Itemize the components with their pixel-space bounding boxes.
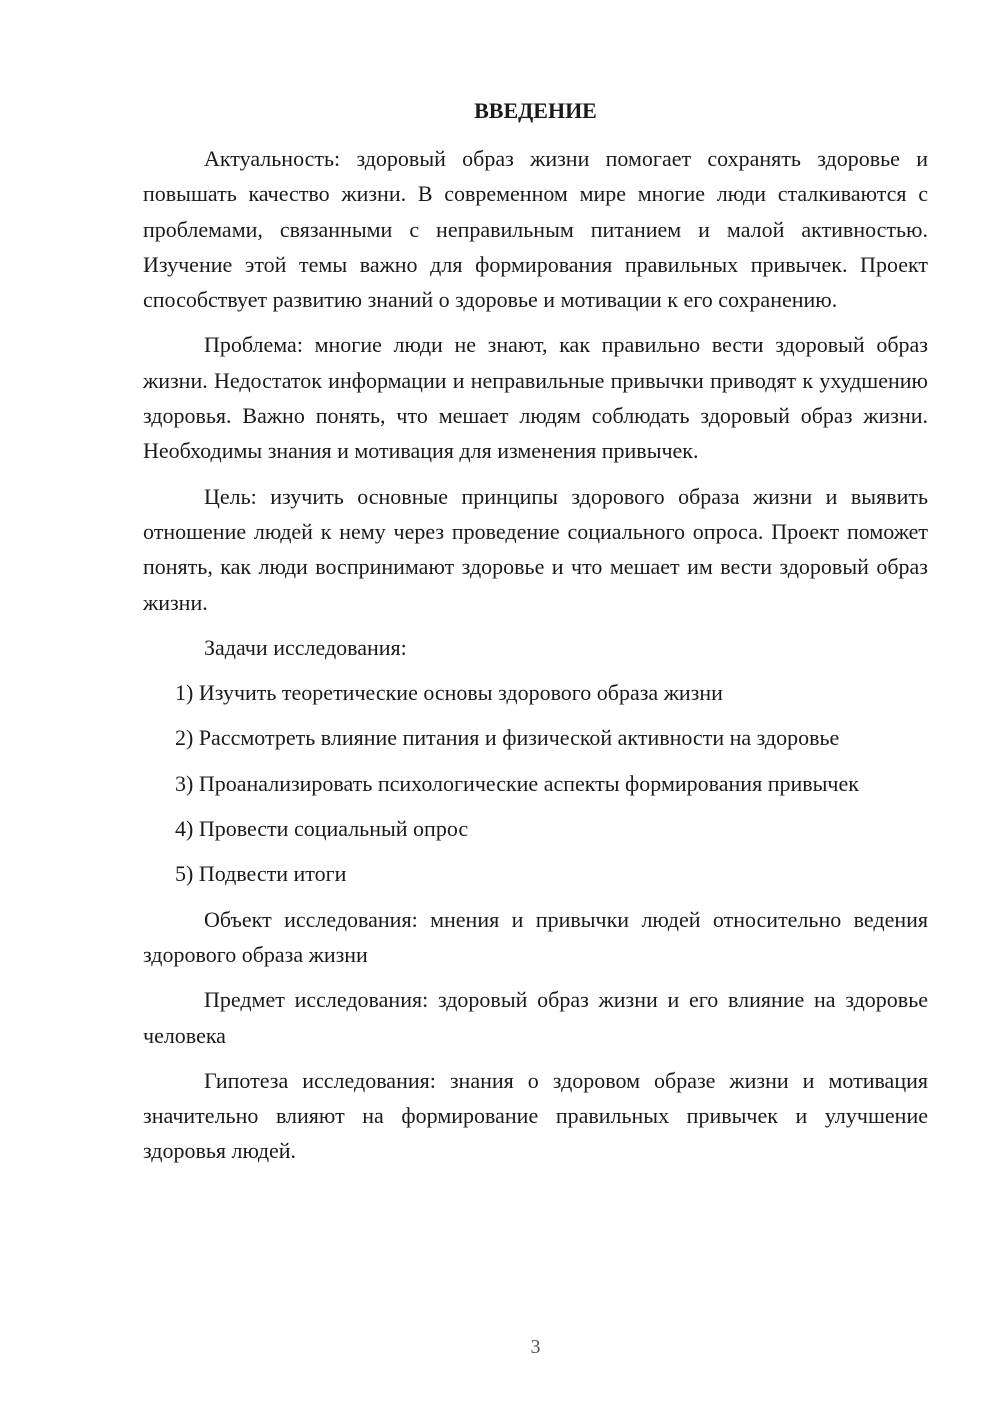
section-heading: ВВЕДЕНИЕ bbox=[474, 98, 597, 123]
task-item-1: 1) Изучить теоретические основы здорового образа жизни bbox=[175, 680, 723, 706]
task-item-2: 2) Рассмотреть влияние питания и физической активности на здоровье bbox=[175, 725, 840, 751]
tasks-title: Задачи исследования: bbox=[204, 634, 407, 660]
object-paragraph: Объект исследования: мнения и привычки людей относительно ведения здорового образа жизни bbox=[143, 906, 928, 967]
goal-paragraph: Цель: изучить основные принципы здорового образа жизни и выявить отношение людей к нему через проведение социального опроса. Проект поможет понять, как люди воспринимают здоровье и что мешает им вести здоровый образ жизни. bbox=[143, 483, 928, 615]
document-page bbox=[143, 0, 928, 1414]
task-item-4: 4) Провести социальный опрос bbox=[175, 816, 469, 842]
relevance-paragraph: Актуальность: здоровый образ жизни помогает сохранять здоровье и повышать качество жизни. В современном мире многие люди сталкиваются с проблемами, связанными с неправильным питанием и малой активностью. Изучение этой темы важно для формирования правильных привычек. Проект способствует развитию знаний о здоровье и мотивации к его сохранению. bbox=[143, 146, 928, 313]
hypothesis-paragraph: Гипотеза исследования: знания о здоровом образе жизни и мотивация значительно влияют на формирование правильных привычек и улучшение здоровья людей. bbox=[143, 1067, 928, 1164]
problem-paragraph: Проблема: многие люди не знают, как правильно вести здоровый образ жизни. Недостаток информации и неправильные привычки приводят к ухудшению здоровья. Важно понять, что мешает людям соблюдать здоровый образ жизни. Необходимы знания и мотивация для изменения привычек. bbox=[143, 332, 928, 464]
page-number: 3 bbox=[530, 1336, 541, 1358]
task-item-5: 5) Подвести итоги bbox=[175, 861, 347, 887]
document-body bbox=[143, 141, 928, 1179]
subject-paragraph: Предмет исследования: здоровый образ жизни и его влияние на здоровье человека bbox=[143, 987, 928, 1048]
task-item-3: 3) Проанализировать психологические аспекты формирования привычек bbox=[175, 770, 859, 796]
